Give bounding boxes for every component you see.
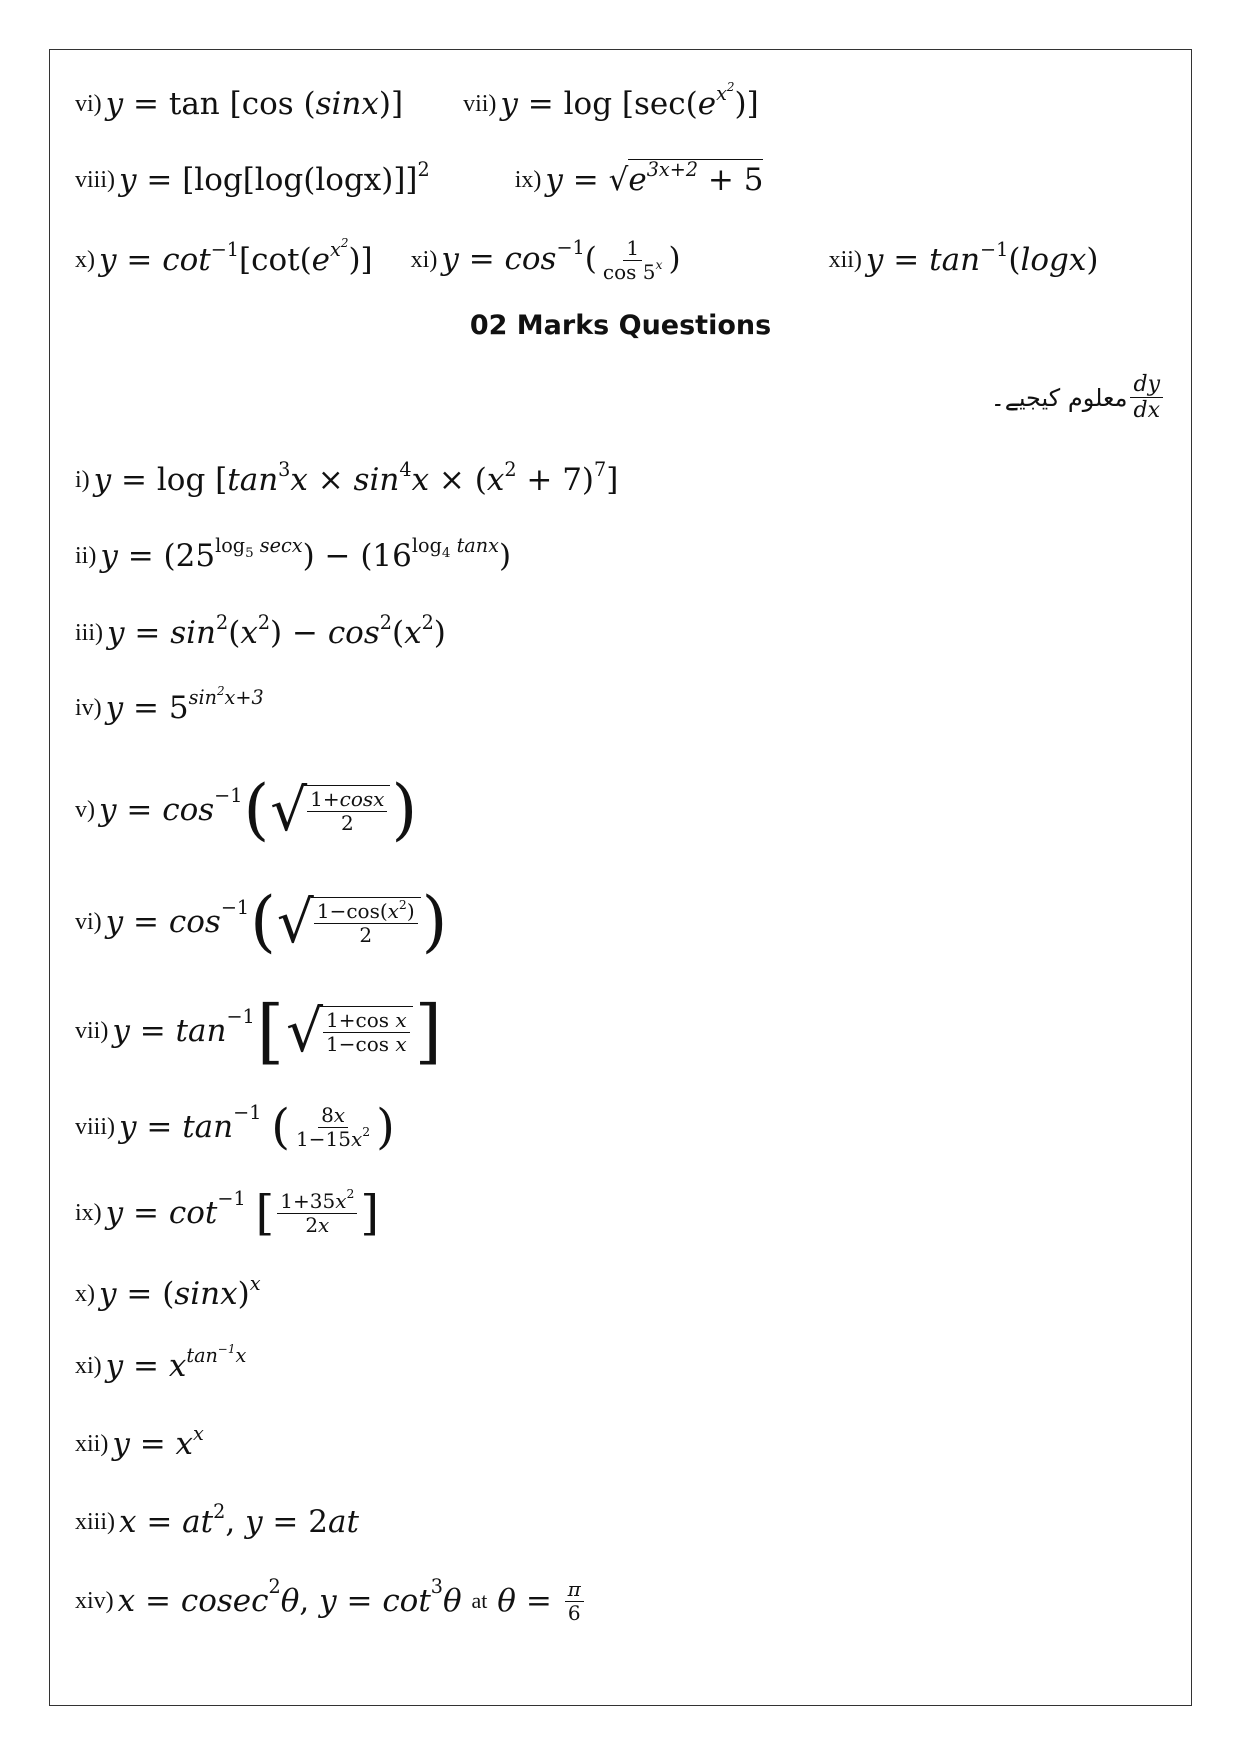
equation-row-top-3 xyxy=(75,232,1098,288)
section-heading: 02 Marks Questions xyxy=(469,310,772,341)
question-label: ix) xyxy=(75,1199,102,1226)
page-border xyxy=(49,49,1192,1706)
equation: y = tan $^{-1}$ [ √ $\frac{\text{1+cos x}}{\text{1−cos x}}$ ] xyxy=(112,990,442,1072)
equation: $y = [\log[\log(\log x)]]^2$ xyxy=(119,157,430,198)
question-xiv xyxy=(75,1568,587,1634)
dy-dx-fraction: $\frac{dy}{dx}$ xyxy=(1130,372,1163,424)
question-iii xyxy=(75,605,446,661)
question-ix xyxy=(75,1180,379,1246)
question-label: viii) xyxy=(75,166,115,193)
equation: $y = (25^{log_5 secx}) - (16^{log_4 tanx})$ xyxy=(100,533,512,574)
question-label: i) xyxy=(75,466,90,493)
question-label: xiii) xyxy=(75,1508,115,1535)
equation: $x = at^2$, y = 2at xyxy=(119,1499,359,1540)
question-vi xyxy=(75,880,448,964)
question-label: xi) xyxy=(410,246,438,273)
question-label: viii) xyxy=(75,1113,115,1140)
question-label: vii) xyxy=(75,1017,109,1044)
equation: $y = √e^{3x+2} + 5$ xyxy=(545,157,764,198)
question-label: vi) xyxy=(75,90,102,117)
equation: x = cosec $^2$ θ , y = cot $^3$ θ at θ = $\frac{\pi}{6}$ xyxy=(118,1578,587,1625)
question-label: x) xyxy=(75,1280,95,1307)
equation: $y = \cot^{-1}[\cot(e^{x^2})]$ xyxy=(99,235,373,278)
question-xiii xyxy=(75,1494,359,1550)
question-label: vii) xyxy=(463,90,497,117)
equation: $y = \sin^2(x^2) - \cos^2(x^2)$ xyxy=(107,610,446,651)
question-i xyxy=(75,452,618,508)
question-x xyxy=(75,1266,261,1322)
question-label: iii) xyxy=(75,619,103,646)
question-label: xii) xyxy=(828,246,862,273)
question-label: v) xyxy=(75,796,95,823)
equation: y = tan [cos (sinx)] xyxy=(105,86,404,122)
equation: y = cos $^{-1}$ ( √ $\frac{1-\cos(x^2)}{2}$ ) xyxy=(105,883,448,960)
instruction xyxy=(991,372,1166,424)
equation: y = cot $^{-1}$ [ $\frac{1+35x^2}{2x}$ ] xyxy=(105,1185,380,1241)
equation: $y = x^{tan^{-1}x}$ xyxy=(105,1341,247,1384)
question-label: x) xyxy=(75,246,95,273)
question-label: xii) xyxy=(75,1430,109,1457)
question-label: xiv) xyxy=(75,1587,114,1614)
question-label: xi) xyxy=(75,1352,102,1379)
equation: $y = \log [\tan^3x \times \sin^4x \times (x^2 + 7)^7]$ xyxy=(93,457,619,498)
question-xii xyxy=(75,1416,204,1472)
equation: $y = \log [\sec(e^{x^2})]$ xyxy=(500,79,759,122)
equation-row-top-1 xyxy=(75,76,759,132)
question-vii xyxy=(75,990,444,1072)
question-label: iv) xyxy=(75,694,102,721)
question-label: vi) xyxy=(75,908,102,935)
equation: y = cos $^{-1}$ ( √ $\frac{1+\cos x}{2}$ ) xyxy=(99,771,418,848)
equation: $y = \cos^{-1}$( $\frac{1}{\cos 5^x}$ ) xyxy=(441,235,681,284)
question-iv xyxy=(75,680,264,736)
question-label: ii) xyxy=(75,542,97,569)
equation: $y = (\sin x)^x$ xyxy=(99,1271,261,1312)
question-label: ix) xyxy=(514,166,542,193)
question-xi xyxy=(75,1338,246,1394)
instruction-urdu-text: معلوم کیجیے۔ xyxy=(990,383,1128,412)
equation: y = tan $^{-1}$ ( $\frac{8x}{1-15x^2}$ ) xyxy=(119,1099,395,1155)
question-ii xyxy=(75,528,511,584)
question-viii xyxy=(75,1094,395,1160)
equation: $y = 5^{sin^2x+3}$ xyxy=(105,683,264,726)
equation: $y = x^x$ xyxy=(112,1421,204,1462)
question-v xyxy=(75,770,418,850)
equation-row-top-2 xyxy=(75,152,763,208)
equation: $y = \tan^{-1}(\log x)$ xyxy=(865,237,1099,278)
